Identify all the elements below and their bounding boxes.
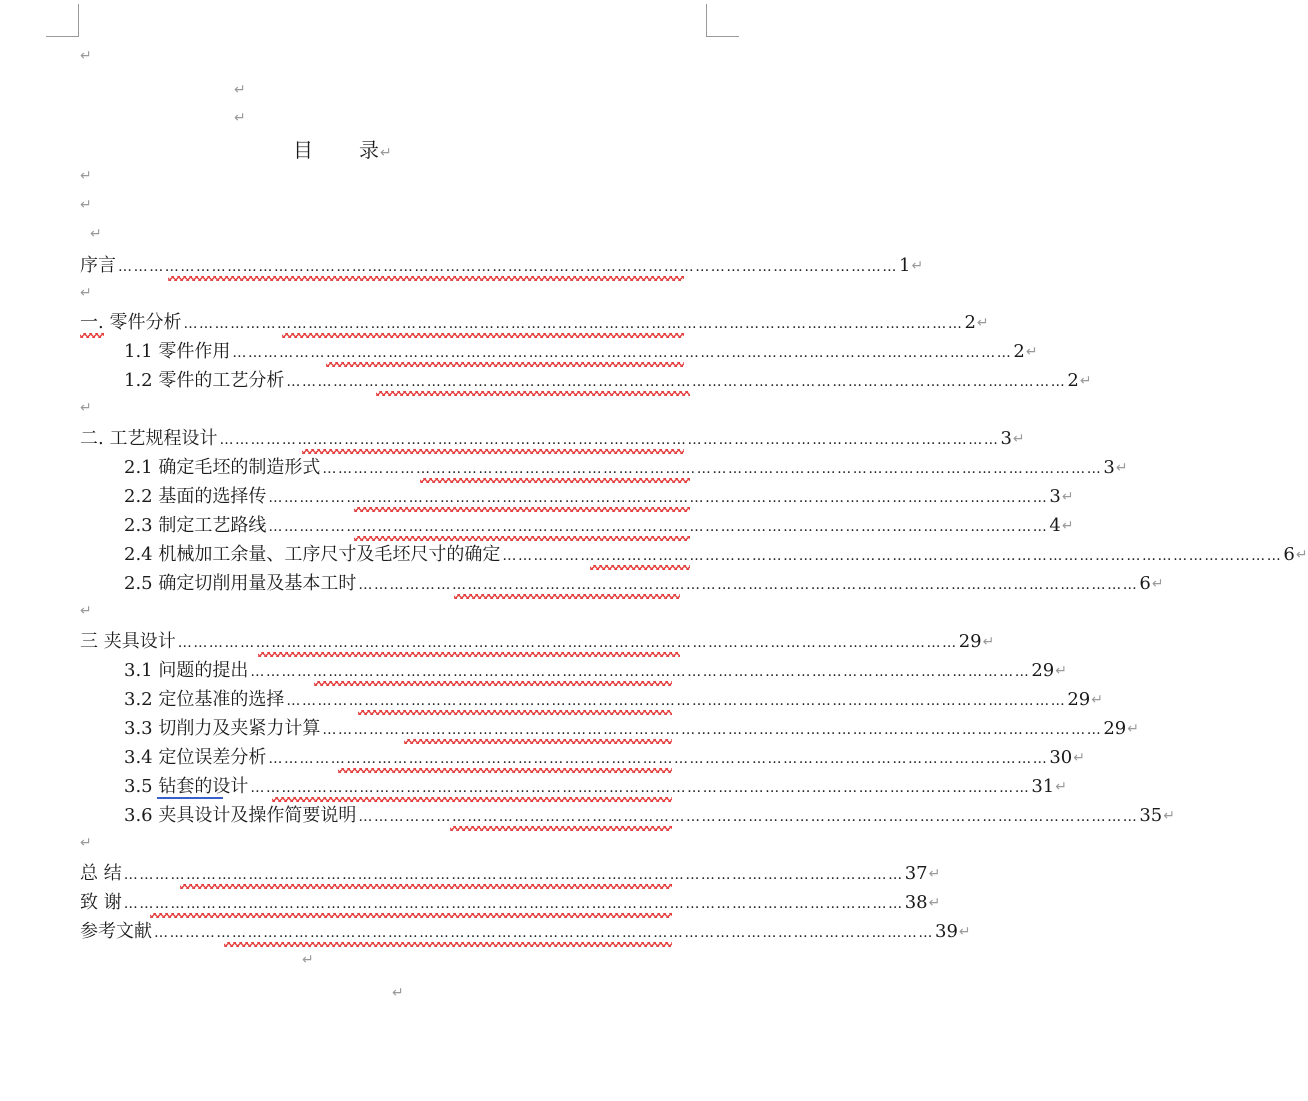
paragraph-mark: ↵	[1091, 692, 1103, 708]
toc-entry-label: 一. 零件分析	[80, 312, 182, 333]
crop-mark-top-right	[706, 4, 739, 37]
toc-entry-page: 29	[1031, 660, 1055, 681]
paragraph-mark: ↵	[1127, 721, 1139, 737]
toc-entry-page: 6	[1283, 544, 1295, 565]
toc-entry[interactable]	[80, 630, 995, 654]
toc-entry-page: 35	[1139, 805, 1163, 826]
spellcheck-underline	[354, 507, 690, 512]
paragraph-mark: ↵	[80, 168, 92, 184]
toc-entry[interactable]	[124, 572, 1164, 596]
toc-leader-dots: ……………………………………………………………………………………………………………………………………	[177, 635, 958, 651]
paragraph-mark: ↵	[1012, 431, 1025, 447]
spellcheck-underline	[354, 536, 690, 541]
spellcheck-underline	[302, 449, 684, 454]
toc-entry-label: 1.1 零件作用	[124, 341, 231, 362]
paragraph-mark: ↵	[90, 226, 102, 242]
toc-leader-dots: ……………………………………………………………………………………………………………………………………	[322, 722, 1103, 738]
toc-entry[interactable]	[124, 485, 1074, 509]
paragraph-mark: ↵	[928, 895, 941, 911]
toc-entry-page: 6	[1139, 573, 1151, 594]
toc-entry[interactable]	[124, 804, 1175, 828]
toc-leader-dots: ……………………………………………………………………………………………………………………………………	[183, 316, 964, 332]
paragraph-mark: ↵	[1163, 808, 1175, 824]
toc-leader-dots: ……………………………………………………………………………………………………………………………………	[123, 867, 904, 883]
paragraph-mark: ↵	[982, 634, 995, 650]
spellcheck-underline	[326, 362, 684, 367]
toc-entry-page: 29	[958, 631, 982, 652]
paragraph-mark: ↵	[80, 603, 92, 619]
toc-leader-dots: ……………………………………………………………………………………………………………………………………	[219, 432, 1000, 448]
spellcheck-underline	[454, 594, 680, 599]
toc-leader-dots: ……………………………………………………………………………………………………………………………………	[154, 925, 934, 941]
toc-entry-label: 2.3 制定工艺路线	[124, 515, 267, 536]
paragraph-mark: ↵	[1061, 518, 1074, 534]
toc-entry-label: 3.5 钻套的设计	[124, 776, 249, 797]
toc-entry-page: 37	[904, 863, 928, 884]
title-char-2: 录	[359, 138, 379, 162]
paragraph-mark: ↵	[958, 924, 971, 940]
toc-entry-label: 3.2 定位基准的选择	[124, 689, 285, 710]
toc-entry-label: 2.5 确定切削用量及基本工时	[124, 573, 357, 594]
toc-entry-label: 致 谢	[80, 892, 122, 913]
spellcheck-underline	[590, 565, 690, 570]
toc-entry-label: 序言	[80, 255, 116, 276]
toc-entry-page: 3	[1000, 428, 1012, 449]
toc-entry[interactable]	[80, 862, 941, 886]
spellcheck-underline	[150, 913, 672, 918]
spellcheck-underline	[376, 391, 690, 396]
toc-leader-dots: ……………………………………………………………………………………………………………………………………	[358, 809, 1139, 825]
spellcheck-underline	[180, 884, 672, 889]
toc-entry[interactable]	[124, 340, 1038, 364]
toc-entry[interactable]	[124, 369, 1092, 393]
spellcheck-underline	[404, 739, 672, 744]
toc-entry-label: 2.2 基面的选择传	[124, 486, 267, 507]
paragraph-mark: ↵	[1073, 750, 1085, 766]
paragraph-mark: ↵	[392, 985, 404, 1001]
toc-leader-dots: ……………………………………………………………………………………………………………………………………	[232, 345, 1013, 361]
toc-entry-page: 31	[1031, 776, 1055, 797]
toc-entry-label: 参考文献	[80, 921, 152, 942]
toc-entry-page: 2	[1013, 341, 1025, 362]
paragraph-mark: ↵	[1295, 547, 1308, 563]
toc-entry[interactable]	[124, 688, 1103, 712]
toc-entry[interactable]	[80, 311, 989, 335]
toc-leader-dots: ……………………………………………………………………………………………………………………………………	[286, 374, 1067, 390]
toc-entry-label: 3.4 定位误差分析	[124, 747, 267, 768]
paragraph-mark: ↵	[80, 285, 92, 301]
toc-entry[interactable]	[124, 746, 1085, 770]
spellcheck-underline	[314, 681, 672, 686]
paragraph-mark: ↵	[928, 866, 941, 882]
paragraph-mark: ↵	[1061, 489, 1074, 505]
grammar-underline	[157, 797, 223, 799]
toc-entry-page: 2	[1067, 370, 1079, 391]
toc-entry-page: 30	[1049, 747, 1073, 768]
paragraph-mark: ↵	[80, 400, 92, 416]
title-char-1: 目	[293, 138, 313, 162]
toc-entry-label: 3.6 夹具设计及操作简要说明	[124, 805, 357, 826]
toc-leader-dots: ……………………………………………………………………………………………………………………………………	[502, 548, 1283, 564]
toc-entry-label: 1.2 零件的工艺分析	[124, 370, 285, 391]
spellcheck-underline	[168, 276, 684, 281]
toc-leader-dots: ……………………………………………………………………………………………………………………………………	[123, 896, 904, 912]
spellcheck-underline	[258, 652, 680, 657]
toc-leader-dots: ……………………………………………………………………………………………………………………………………	[118, 259, 898, 275]
toc-entry-page: 29	[1067, 689, 1091, 710]
toc-entry[interactable]	[124, 717, 1139, 741]
toc-entry-label: 2.4 机械加工余量、工序尺寸及毛坯尺寸的确定	[124, 544, 501, 565]
toc-leader-dots: ……………………………………………………………………………………………………………………………………	[286, 693, 1067, 709]
toc-entry-label: 总 结	[80, 863, 122, 884]
toc-entry-label: 3.1 问题的提出	[124, 660, 249, 681]
page-title	[293, 134, 392, 163]
spellcheck-underline	[224, 942, 672, 947]
paragraph-mark: ↵	[1079, 373, 1092, 389]
paragraph-mark: ↵	[1025, 344, 1038, 360]
toc-entry[interactable]	[80, 254, 924, 278]
spellcheck-underline	[272, 797, 672, 802]
paragraph-mark: ↵	[234, 110, 246, 126]
toc-entry-page: 4	[1049, 515, 1061, 536]
paragraph-mark: ↵	[80, 835, 92, 851]
toc-entry-page: 2	[964, 312, 976, 333]
toc-entry[interactable]	[124, 543, 1308, 567]
spellcheck-underline	[358, 710, 672, 715]
toc-entry-page: 38	[904, 892, 928, 913]
paragraph-mark: ↵	[911, 258, 924, 274]
toc-leader-dots: ……………………………………………………………………………………………………………………………………	[322, 461, 1103, 477]
paragraph-mark: ↵	[976, 315, 989, 331]
paragraph-mark: ↵	[1151, 576, 1164, 592]
toc-entry[interactable]	[124, 456, 1128, 480]
toc-entry-label: 3.3 切削力及夹紧力计算	[124, 718, 321, 739]
toc-entry-label: 三 夹具设计	[80, 631, 176, 652]
toc-entry-page: 39	[935, 921, 958, 942]
paragraph-mark: ↵	[80, 48, 92, 64]
spellcheck-underline	[338, 768, 672, 773]
toc-entry[interactable]	[124, 775, 1067, 799]
paragraph-mark: ↵	[302, 952, 314, 968]
crop-mark-top-left	[46, 4, 79, 37]
toc-entry-label: 2.1 确定毛坯的制造形式	[124, 457, 321, 478]
spellcheck-underline	[450, 826, 672, 831]
paragraph-mark: ↵	[234, 82, 246, 98]
toc-leader-dots: ……………………………………………………………………………………………………………………………………	[268, 490, 1049, 506]
paragraph-mark: ↵	[1115, 460, 1128, 476]
toc-entry[interactable]	[80, 427, 1025, 451]
paragraph-mark: ↵	[1055, 779, 1067, 795]
toc-entry-label: 二. 工艺规程设计	[80, 428, 218, 449]
toc-entry[interactable]	[80, 891, 941, 915]
toc-entry-page: 1	[899, 255, 911, 276]
toc-leader-dots: ……………………………………………………………………………………………………………………………………	[250, 664, 1031, 680]
paragraph-mark: ↵	[380, 145, 392, 161]
toc-entry[interactable]	[124, 514, 1074, 538]
paragraph-mark: ↵	[80, 197, 92, 213]
spellcheck-underline	[420, 478, 690, 483]
paragraph-mark: ↵	[1055, 663, 1067, 679]
toc-leader-dots: ……………………………………………………………………………………………………………………………………	[358, 577, 1139, 593]
spellcheck-underline	[80, 333, 104, 338]
toc-leader-dots: ……………………………………………………………………………………………………………………………………	[268, 519, 1049, 535]
toc-entry-page: 3	[1103, 457, 1115, 478]
toc-leader-dots: ……………………………………………………………………………………………………………………………………	[268, 751, 1049, 767]
toc-leader-dots: ……………………………………………………………………………………………………………………………………	[250, 780, 1031, 796]
toc-entry-page: 29	[1103, 718, 1127, 739]
toc-entry-page: 3	[1049, 486, 1061, 507]
toc-entry[interactable]	[80, 920, 971, 944]
toc-entry[interactable]	[124, 659, 1067, 683]
spellcheck-underline	[282, 333, 684, 338]
